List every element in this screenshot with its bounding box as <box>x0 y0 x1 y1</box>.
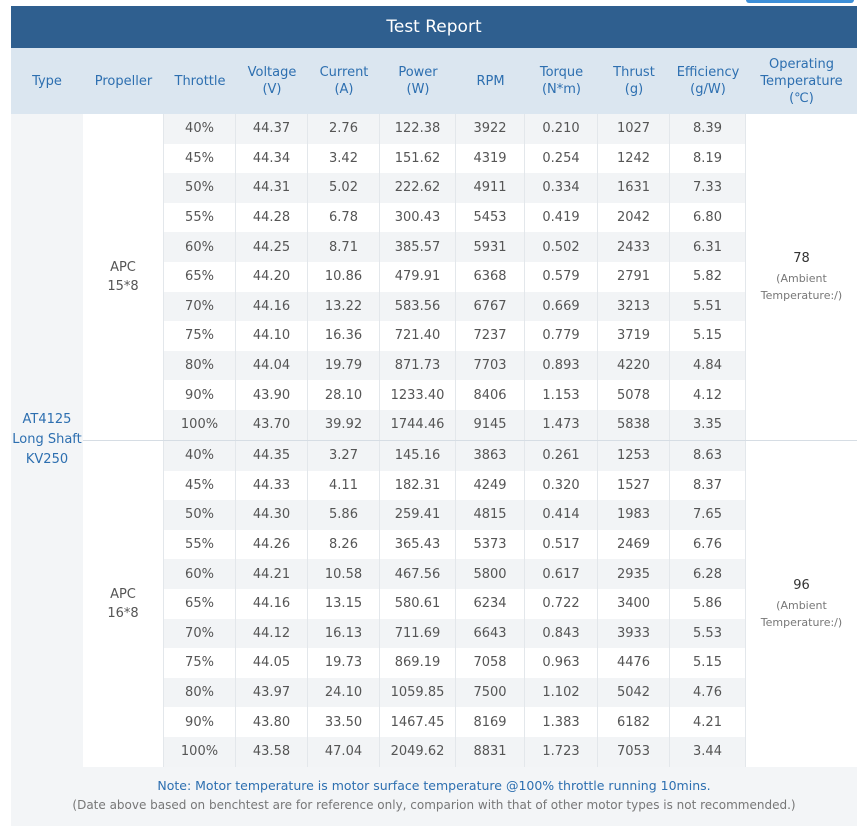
ambient-note: (Ambient Temperature:/) <box>760 271 843 302</box>
efficiency-cell: 4.76 <box>670 678 746 708</box>
propeller-label: APC 16*8 <box>107 587 139 621</box>
header-voltage: Voltage (V) <box>247 65 297 97</box>
efficiency-cell: 6.80 <box>670 203 746 233</box>
group-rows <box>164 114 746 440</box>
efficiency-cell: 4.21 <box>670 707 746 737</box>
torque-cell: 0.963 <box>525 648 598 678</box>
current-cell: 16.36 <box>308 321 380 351</box>
throttle-cell: 65% <box>164 262 236 292</box>
voltage-cell: 44.20 <box>236 262 308 292</box>
rpm-cell: 4319 <box>456 144 525 174</box>
propeller-cell <box>83 441 164 767</box>
thrust-cell: 1242 <box>598 144 670 174</box>
thrust-cell: 6182 <box>598 707 670 737</box>
torque-cell: 0.722 <box>525 589 598 619</box>
power-cell: 479.91 <box>380 262 456 292</box>
throttle-cell: 90% <box>164 380 236 410</box>
efficiency-cell: 5.51 <box>670 292 746 322</box>
torque-cell: 0.210 <box>525 114 598 144</box>
header-power: Power (W) <box>398 65 438 97</box>
note-text: Note: Motor temperature is motor surface temperature @100% throttle running 10mins. <box>157 778 711 793</box>
temperature-value: 96 <box>793 577 810 593</box>
power-cell: 151.62 <box>380 144 456 174</box>
table-row <box>164 232 746 262</box>
torque-cell: 1.723 <box>525 737 598 767</box>
voltage-cell: 44.16 <box>236 292 308 322</box>
efficiency-cell: 8.63 <box>670 441 746 471</box>
voltage-cell: 44.30 <box>236 500 308 530</box>
rpm-cell: 5373 <box>456 530 525 560</box>
torque-cell: 0.254 <box>525 144 598 174</box>
voltage-cell: 44.12 <box>236 619 308 649</box>
voltage-cell: 43.80 <box>236 707 308 737</box>
torque-cell: 1.102 <box>525 678 598 708</box>
voltage-cell: 44.05 <box>236 648 308 678</box>
power-cell: 222.62 <box>380 173 456 203</box>
table-row <box>164 173 746 203</box>
current-cell: 6.78 <box>308 203 380 233</box>
throttle-cell: 40% <box>164 441 236 471</box>
rpm-cell: 4249 <box>456 471 525 501</box>
current-cell: 13.15 <box>308 589 380 619</box>
rpm-cell: 4815 <box>456 500 525 530</box>
thrust-cell: 3933 <box>598 619 670 649</box>
power-cell: 300.43 <box>380 203 456 233</box>
test-report <box>11 6 857 826</box>
torque-cell: 1.153 <box>525 380 598 410</box>
power-cell: 580.61 <box>380 589 456 619</box>
power-cell: 1744.46 <box>380 410 456 440</box>
table-row <box>164 203 746 233</box>
current-cell: 10.86 <box>308 262 380 292</box>
voltage-cell: 44.31 <box>236 173 308 203</box>
torque-cell: 0.779 <box>525 321 598 351</box>
motor-type-label: AT4125 Long Shaft KV250 <box>12 412 82 467</box>
propeller-group-1 <box>83 114 857 440</box>
rpm-cell: 6368 <box>456 262 525 292</box>
throttle-cell: 80% <box>164 351 236 381</box>
thrust-cell: 1027 <box>598 114 670 144</box>
current-cell: 16.13 <box>308 619 380 649</box>
thrust-cell: 1983 <box>598 500 670 530</box>
header-temperature: Operating Temperature (℃) <box>760 56 843 106</box>
table-row <box>164 619 746 649</box>
power-cell: 583.56 <box>380 292 456 322</box>
efficiency-cell: 4.84 <box>670 351 746 381</box>
torque-cell: 1.473 <box>525 410 598 440</box>
torque-cell: 0.843 <box>525 619 598 649</box>
voltage-cell: 44.26 <box>236 530 308 560</box>
voltage-cell: 43.97 <box>236 678 308 708</box>
header-throttle: Throttle <box>174 73 226 89</box>
table-row <box>164 114 746 144</box>
rpm-cell: 7703 <box>456 351 525 381</box>
table-row <box>164 441 746 471</box>
current-cell: 24.10 <box>308 678 380 708</box>
current-cell: 8.71 <box>308 232 380 262</box>
power-cell: 1233.40 <box>380 380 456 410</box>
rpm-cell: 6767 <box>456 292 525 322</box>
power-cell: 122.38 <box>380 114 456 144</box>
throttle-cell: 65% <box>164 589 236 619</box>
rpm-cell: 8831 <box>456 737 525 767</box>
table-header <box>11 48 857 114</box>
power-cell: 711.69 <box>380 619 456 649</box>
thrust-cell: 2791 <box>598 262 670 292</box>
torque-cell: 0.517 <box>525 530 598 560</box>
current-cell: 47.04 <box>308 737 380 767</box>
thrust-cell: 1527 <box>598 471 670 501</box>
torque-cell: 0.414 <box>525 500 598 530</box>
power-cell: 385.57 <box>380 232 456 262</box>
current-cell: 3.27 <box>308 441 380 471</box>
throttle-cell: 100% <box>164 737 236 767</box>
efficiency-cell: 8.19 <box>670 144 746 174</box>
power-cell: 721.40 <box>380 321 456 351</box>
efficiency-cell: 8.37 <box>670 471 746 501</box>
propeller-label: APC 15*8 <box>107 260 139 294</box>
thrust-cell: 3719 <box>598 321 670 351</box>
rpm-cell: 3922 <box>456 114 525 144</box>
temperature-cell <box>745 441 857 767</box>
table-row <box>164 321 746 351</box>
power-cell: 871.73 <box>380 351 456 381</box>
motor-type <box>11 114 84 766</box>
propeller-group-2 <box>83 440 857 767</box>
voltage-cell: 43.70 <box>236 410 308 440</box>
thrust-cell: 4220 <box>598 351 670 381</box>
rpm-cell: 7058 <box>456 648 525 678</box>
temperature-value: 78 <box>793 250 810 266</box>
current-cell: 33.50 <box>308 707 380 737</box>
efficiency-cell: 5.82 <box>670 262 746 292</box>
table-body <box>11 114 857 766</box>
torque-cell: 0.334 <box>525 173 598 203</box>
throttle-cell: 75% <box>164 321 236 351</box>
rpm-cell: 4911 <box>456 173 525 203</box>
table-row <box>164 262 746 292</box>
efficiency-cell: 3.44 <box>670 737 746 767</box>
power-cell: 182.31 <box>380 471 456 501</box>
header-rpm: RPM <box>476 73 505 89</box>
current-cell: 2.76 <box>308 114 380 144</box>
thrust-cell: 2469 <box>598 530 670 560</box>
table-row <box>164 144 746 174</box>
throttle-cell: 70% <box>164 619 236 649</box>
current-cell: 13.22 <box>308 292 380 322</box>
voltage-cell: 44.16 <box>236 589 308 619</box>
thrust-cell: 3400 <box>598 589 670 619</box>
table-row <box>164 737 746 767</box>
thrust-cell: 5838 <box>598 410 670 440</box>
power-cell: 869.19 <box>380 648 456 678</box>
throttle-cell: 80% <box>164 678 236 708</box>
current-cell: 5.86 <box>308 500 380 530</box>
throttle-cell: 75% <box>164 648 236 678</box>
torque-cell: 1.383 <box>525 707 598 737</box>
efficiency-cell: 7.33 <box>670 173 746 203</box>
throttle-cell: 55% <box>164 203 236 233</box>
table-row <box>164 410 746 440</box>
header-torque: Torque (N*m) <box>539 65 584 97</box>
voltage-cell: 44.33 <box>236 471 308 501</box>
efficiency-cell: 7.65 <box>670 500 746 530</box>
throttle-cell: 70% <box>164 292 236 322</box>
efficiency-cell: 5.15 <box>670 321 746 351</box>
torque-cell: 0.669 <box>525 292 598 322</box>
thrust-cell: 2433 <box>598 232 670 262</box>
header-propeller: Propeller <box>94 73 153 89</box>
header-current: Current (A) <box>319 65 369 97</box>
header-type: Type <box>32 73 62 89</box>
rpm-cell: 6643 <box>456 619 525 649</box>
throttle-cell: 100% <box>164 410 236 440</box>
current-cell: 3.42 <box>308 144 380 174</box>
efficiency-cell: 5.86 <box>670 589 746 619</box>
disclaimer-text: (Date above based on benchtest are for reference only, comparion with that of other motor types is not recommended.) <box>72 798 796 812</box>
table-row <box>164 678 746 708</box>
rpm-cell: 5453 <box>456 203 525 233</box>
current-cell: 4.11 <box>308 471 380 501</box>
voltage-cell: 44.10 <box>236 321 308 351</box>
table-row <box>164 559 746 589</box>
voltage-cell: 43.90 <box>236 380 308 410</box>
thrust-cell: 3213 <box>598 292 670 322</box>
header-efficiency: Efficiency (g/W) <box>676 65 740 97</box>
rpm-cell: 6234 <box>456 589 525 619</box>
thrust-cell: 4476 <box>598 648 670 678</box>
thrust-cell: 5042 <box>598 678 670 708</box>
torque-cell: 0.617 <box>525 559 598 589</box>
power-cell: 365.43 <box>380 530 456 560</box>
torque-cell: 0.579 <box>525 262 598 292</box>
torque-cell: 0.419 <box>525 203 598 233</box>
thrust-cell: 1631 <box>598 173 670 203</box>
thrust-cell: 5078 <box>598 380 670 410</box>
header-thrust: Thrust (g) <box>613 65 655 97</box>
efficiency-cell: 4.12 <box>670 380 746 410</box>
current-cell: 10.58 <box>308 559 380 589</box>
power-cell: 259.41 <box>380 500 456 530</box>
voltage-cell: 44.21 <box>236 559 308 589</box>
efficiency-cell: 3.35 <box>670 410 746 440</box>
voltage-cell: 43.58 <box>236 737 308 767</box>
rpm-cell: 8406 <box>456 380 525 410</box>
power-cell: 145.16 <box>380 441 456 471</box>
torque-cell: 0.893 <box>525 351 598 381</box>
report-title: Test Report <box>11 6 857 48</box>
efficiency-cell: 6.28 <box>670 559 746 589</box>
table-row <box>164 500 746 530</box>
rpm-cell: 7237 <box>456 321 525 351</box>
footnote <box>11 766 857 826</box>
voltage-cell: 44.28 <box>236 203 308 233</box>
current-cell: 8.26 <box>308 530 380 560</box>
propeller-cell <box>83 114 164 440</box>
efficiency-cell: 6.31 <box>670 232 746 262</box>
voltage-cell: 44.04 <box>236 351 308 381</box>
voltage-cell: 44.35 <box>236 441 308 471</box>
top-button-edge[interactable] <box>746 0 854 3</box>
voltage-cell: 44.34 <box>236 144 308 174</box>
throttle-cell: 60% <box>164 232 236 262</box>
table-row <box>164 707 746 737</box>
power-cell: 1059.85 <box>380 678 456 708</box>
group-rows <box>164 441 746 767</box>
current-cell: 28.10 <box>308 380 380 410</box>
throttle-cell: 90% <box>164 707 236 737</box>
thrust-cell: 1253 <box>598 441 670 471</box>
efficiency-cell: 5.15 <box>670 648 746 678</box>
table-row <box>164 648 746 678</box>
ambient-note: (Ambient Temperature:/) <box>760 598 843 629</box>
throttle-cell: 50% <box>164 500 236 530</box>
rpm-cell: 9145 <box>456 410 525 440</box>
rpm-cell: 3863 <box>456 441 525 471</box>
rpm-cell: 7500 <box>456 678 525 708</box>
power-cell: 2049.62 <box>380 737 456 767</box>
current-cell: 5.02 <box>308 173 380 203</box>
power-cell: 1467.45 <box>380 707 456 737</box>
torque-cell: 0.261 <box>525 441 598 471</box>
table-row <box>164 589 746 619</box>
throttle-cell: 45% <box>164 471 236 501</box>
table-row <box>164 530 746 560</box>
efficiency-cell: 8.39 <box>670 114 746 144</box>
thrust-cell: 2935 <box>598 559 670 589</box>
throttle-cell: 60% <box>164 559 236 589</box>
torque-cell: 0.320 <box>525 471 598 501</box>
throttle-cell: 40% <box>164 114 236 144</box>
voltage-cell: 44.37 <box>236 114 308 144</box>
table-row <box>164 351 746 381</box>
table-row <box>164 292 746 322</box>
temperature-cell <box>745 114 857 440</box>
current-cell: 39.92 <box>308 410 380 440</box>
table-row <box>164 380 746 410</box>
voltage-cell: 44.25 <box>236 232 308 262</box>
throttle-cell: 55% <box>164 530 236 560</box>
power-cell: 467.56 <box>380 559 456 589</box>
thrust-cell: 2042 <box>598 203 670 233</box>
thrust-cell: 7053 <box>598 737 670 767</box>
throttle-cell: 45% <box>164 144 236 174</box>
current-cell: 19.79 <box>308 351 380 381</box>
current-cell: 19.73 <box>308 648 380 678</box>
torque-cell: 0.502 <box>525 232 598 262</box>
rpm-cell: 5800 <box>456 559 525 589</box>
efficiency-cell: 6.76 <box>670 530 746 560</box>
efficiency-cell: 5.53 <box>670 619 746 649</box>
rpm-cell: 8169 <box>456 707 525 737</box>
throttle-cell: 50% <box>164 173 236 203</box>
rpm-cell: 5931 <box>456 232 525 262</box>
table-row <box>164 471 746 501</box>
